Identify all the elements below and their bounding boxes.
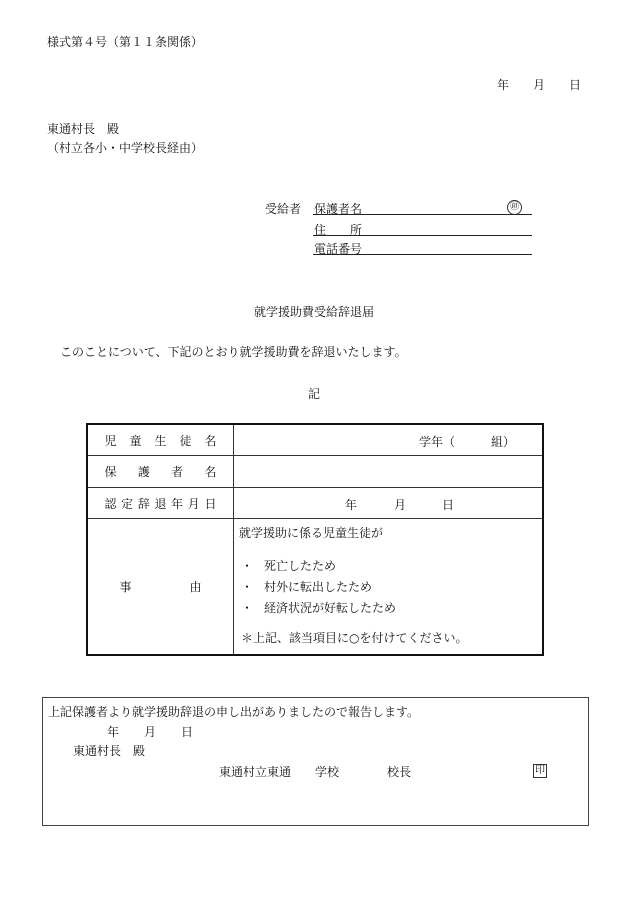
- guardian-label-char: 者: [171, 465, 184, 479]
- reason-economy-improved: 経済状況が好転したため: [264, 601, 397, 615]
- date-day-label: 日: [569, 78, 582, 92]
- reason-label-char: 由: [189, 580, 202, 594]
- student-label-char: 名: [204, 433, 217, 448]
- guardian-name-underline: [313, 214, 532, 215]
- table-date-year: 年: [345, 498, 358, 512]
- recipient-label: 受給者: [265, 202, 302, 216]
- grade-class-text: 学年（ 組）: [419, 435, 516, 449]
- date-label-cell: [88, 488, 233, 518]
- date-label-char: 定: [121, 496, 134, 511]
- addressee-via: （村立各小・中学校長経由）: [47, 141, 204, 155]
- principal-report-box: [42, 697, 589, 826]
- table-row-reason: [88, 519, 542, 654]
- guardian-label-char: 名: [204, 465, 217, 479]
- student-label-char: 童: [129, 433, 142, 448]
- reason-bullet: ・: [241, 559, 254, 573]
- reason-moved-out: 村外に転出したため: [264, 580, 373, 594]
- reason-bullet: ・: [241, 580, 254, 594]
- student-label-char: 生: [154, 433, 167, 448]
- address-label: 住 所: [314, 223, 363, 237]
- table-date-day: 日: [442, 498, 455, 512]
- report-school-suffix: 学校: [315, 765, 340, 779]
- table-row-guardian: [88, 456, 542, 488]
- reason-intro: 就学援助に係る児童生徒が: [239, 526, 384, 540]
- date-label-char: 退: [154, 496, 167, 511]
- student-name-label-cell: [88, 425, 233, 455]
- phone-label: 電話番号: [314, 242, 363, 256]
- report-text: 上記保護者より就学援助辞退の申し出がありましたので報告します。: [48, 705, 420, 719]
- date-label-char: 年: [171, 496, 184, 511]
- guardian-label: [105, 463, 217, 480]
- date-year-label: 年: [497, 78, 510, 92]
- guardian-name-label: 保護者名: [314, 202, 363, 216]
- date-label-char: 辞: [137, 496, 150, 511]
- report-date-month: 月: [144, 725, 157, 739]
- guardian-label-char: 護: [137, 465, 150, 479]
- address-underline: [313, 235, 532, 236]
- student-name-label: [105, 432, 217, 449]
- report-date-day: 日: [181, 725, 194, 739]
- report-school-prefix: 東通村立東通: [219, 765, 292, 779]
- date-label-char: 日: [204, 496, 217, 511]
- report-date-year: 年: [107, 725, 120, 739]
- table-date-month: 月: [394, 498, 407, 512]
- reason-label-char: 事: [119, 580, 132, 594]
- application-table: [86, 423, 544, 656]
- guardian-label-char: 保: [104, 465, 117, 479]
- guardian-label-cell: [88, 456, 233, 487]
- date-label: [105, 495, 217, 512]
- principal-seal-mark: 印: [535, 765, 545, 776]
- report-principal: 校長: [387, 765, 412, 779]
- table-row-student: [88, 425, 542, 456]
- reason-death: 死亡したため: [264, 559, 337, 573]
- reason-label: [120, 578, 202, 595]
- addressee-name: 東通村長 殿: [47, 122, 120, 136]
- ki-heading: 記: [308, 387, 321, 401]
- report-addressee: 東通村長 殿: [73, 744, 146, 758]
- intro-text: このことについて、下記のとおり就学援助費を辞退いたします。: [60, 345, 407, 359]
- student-label-char: 徒: [179, 433, 192, 448]
- guardian-seal-mark: ㊞: [507, 200, 522, 215]
- date-label-char: 認: [104, 496, 117, 511]
- reason-label-cell: [88, 519, 233, 654]
- date-month-label: 月: [533, 78, 546, 92]
- date-label-char: 月: [187, 496, 200, 511]
- student-label-char: 児: [104, 433, 117, 448]
- document-title: 就学援助費受給辞退届: [254, 305, 375, 319]
- reason-note: ＊上記、該当項目に○を付けてください。: [241, 631, 468, 645]
- table-row-date: [88, 488, 542, 519]
- reason-bullet: ・: [241, 601, 254, 615]
- phone-underline: [313, 254, 532, 255]
- form-number: 様式第４号（第１１条関係）: [47, 35, 204, 49]
